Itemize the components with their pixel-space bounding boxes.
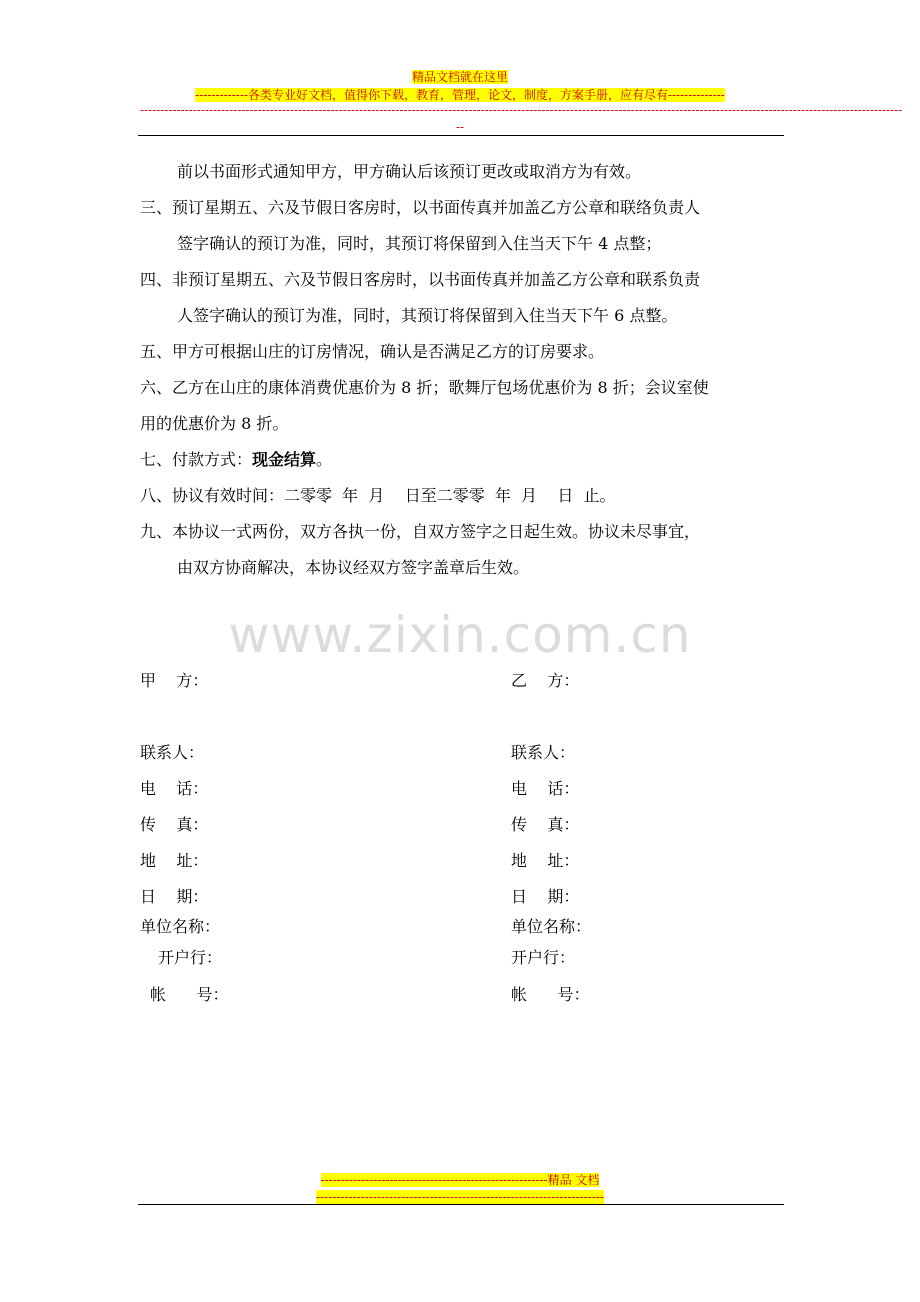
payment-label: 七、付款方式： [140,450,253,469]
party-a-bank: 开户行： [158,948,223,967]
clause-7 [140,442,784,478]
clause-line: 签字确认的预订为准，同时，其预订将保留到入住当天下午 4 点整； [177,234,662,253]
payment-end: 。 [316,450,333,469]
party-a-date: 日 期： [140,887,209,906]
clause-line: 人签字确认的预订为准，同时，其预订将保留到入住当天下午 6 点整。 [177,306,678,325]
party-b-address: 地 址： [511,851,580,870]
party-b-org: 单位名称： [511,917,592,936]
footer-rule [138,1204,784,1205]
clause-3: 三、预订星期五、六及节假日客房时，以书面传真并加盖乙方公章和联络负责人 [140,198,701,217]
party-a-name: 甲 方： [140,671,209,690]
clause-4: 四、非预订星期五、六及节假日客房时，以书面传真并加盖乙方公章和联系负责 [140,270,701,289]
watermark: www.zixin.com.cn [228,606,692,664]
footer-line2-row [0,1186,920,1205]
party-b-bank: 开户行： [511,948,576,967]
footer-line2: ----------------------------------------------------------------------- [316,1190,604,1204]
footer-line1: --------------------------------------------------------精品 文档 [320,1173,600,1187]
payment-method: 现金结算 [252,450,317,469]
header-tagline: -------------各类专业好文档，值得你下载，教育，管理，论文，制度，方案手册，应有尽有-------------- [195,88,725,102]
party-b-date: 日 期： [511,887,580,906]
clause-5: 五、甲方可根据山庄的订房情况，确认是否满足乙方的订房要求。 [140,342,605,361]
agreement-body [140,154,784,586]
party-a-account: 帐 号： [150,985,229,1004]
header-rule [138,135,784,136]
clause-8: 八、协议有效时间：二零零 年 月 日至二零零 年 月 日 止。 [140,486,616,505]
header-dash-line: -------------------------------------------------------------------------------------------------------------------------------------------------------------------------------------------- [140,103,903,117]
party-a-contact: 联系人： [140,743,205,762]
party-a-phone: 电 话： [140,779,209,798]
clause-6: 六、乙方在山庄的康体消费优惠价为 8 折；歌舞厅包场优惠价为 8 折；会议室使 [140,378,709,397]
party-a-fax: 传 真： [140,815,209,834]
party-a-address: 地 址： [140,851,209,870]
header-title: 精品文档就在这里 [411,70,508,84]
party-b-phone: 电 话： [511,779,580,798]
clause-line: 前以书面形式通知甲方，甲方确认后该预订更改或取消方为有效。 [177,162,642,181]
party-b-contact: 联系人： [511,743,576,762]
clause-line: 由双方协商解决，本协议经双方签字盖章后生效。 [177,558,530,577]
party-b-name: 乙 方： [511,671,580,690]
clause-line: 用的优惠价为 8 折。 [140,414,289,433]
party-b-account: 帐 号： [511,985,590,1004]
party-a-org: 单位名称： [140,917,221,936]
header-title-row [0,66,920,85]
header-dash-tail: -- [455,120,465,134]
clause-9: 九、本协议一式两份，双方各执一份，自双方签字之日起生效。协议未尽事宜， [140,522,701,541]
party-b-fax: 传 真： [511,815,580,834]
header-tagline-row [0,84,920,103]
